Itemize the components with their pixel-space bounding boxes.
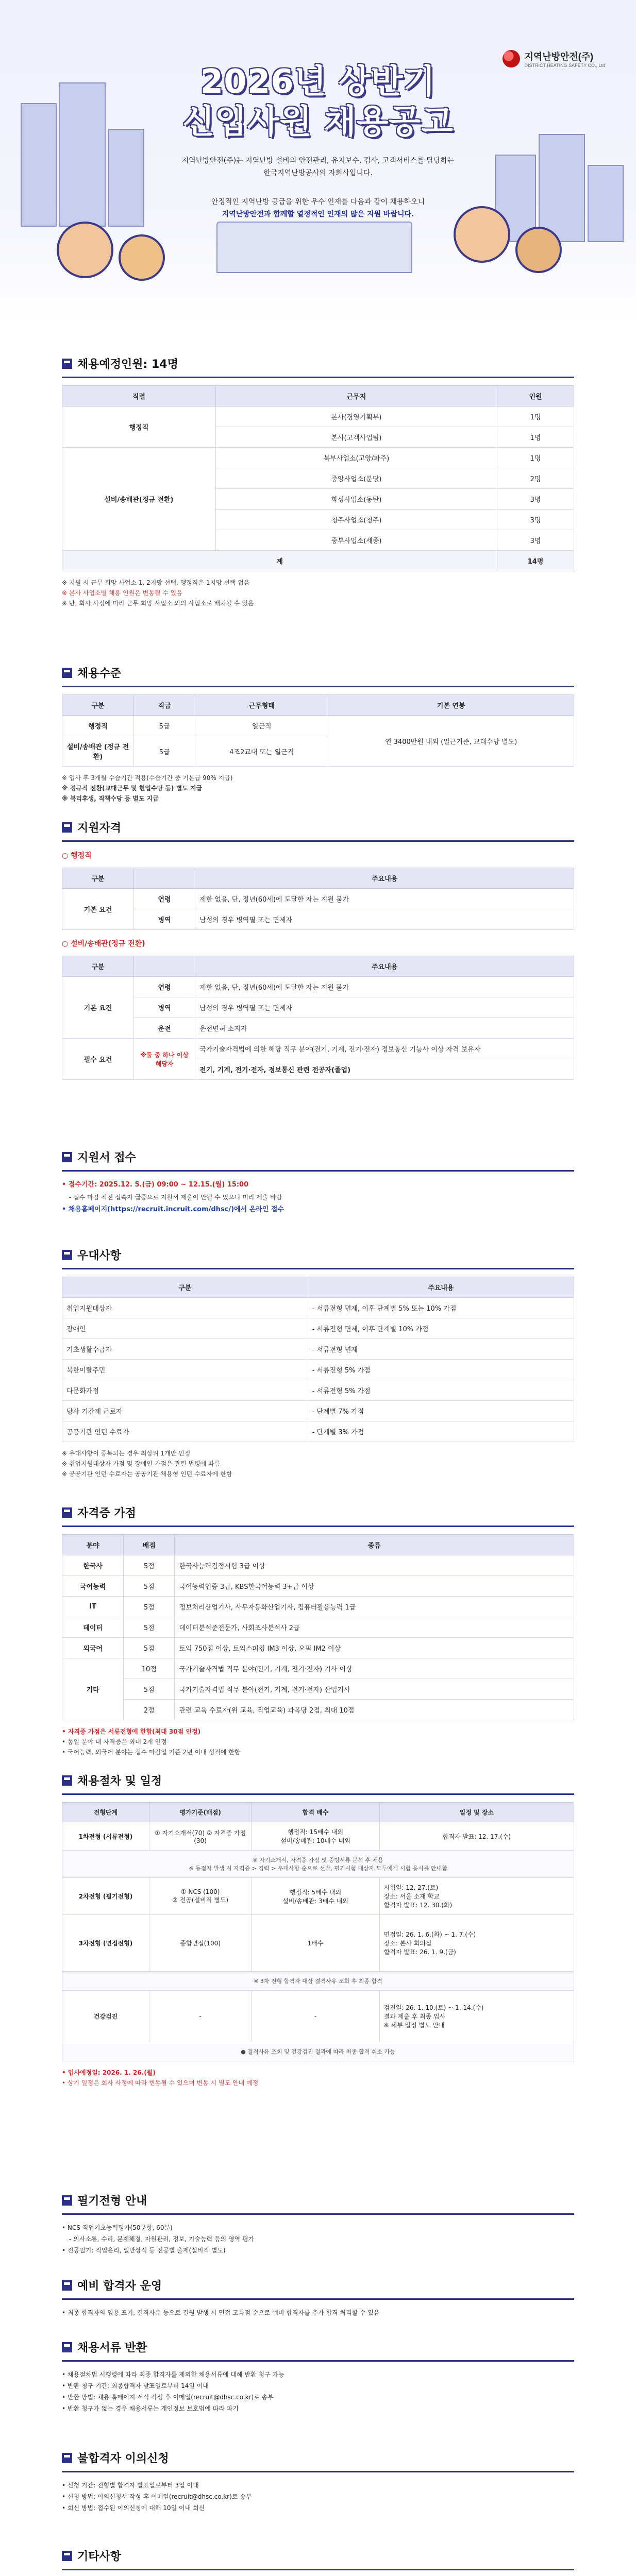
cell: 취업지원대상자 (62, 1298, 308, 1318)
cell: 1차전형 (서류전형) (62, 1822, 149, 1851)
list-item: - 의사소통, 수리, 문제해결, 자원관리, 정보, 기술능력 등의 영역 평가 (69, 2235, 255, 2243)
cell-place: 본사(경영기획부) (215, 406, 497, 427)
list-item: • 반환 방법: 채용 홈페이지 서식 작성 후 이메일(recruit@dhsc.co.kr)로 송부 (62, 2394, 274, 2401)
table-header: 분야 (62, 1535, 124, 1555)
cell: 설비/송배관 (정규 전환) (62, 736, 134, 767)
table-row (62, 1915, 574, 1972)
table-header: 구분 (62, 695, 134, 716)
table-row (62, 1421, 574, 1442)
building-illustration (539, 134, 585, 242)
section-title (62, 2450, 574, 2472)
cell-value: 국가기술자격법에 의한 해당 직무 분야(전기, 기계, 전기·전자) 정보통신 기능사 이상 자격 보유자 (195, 1039, 574, 1059)
level-notes (62, 773, 574, 804)
section-certificate (62, 1504, 574, 1757)
table-header: 평가기준(배점) (149, 1803, 252, 1822)
note: ※ 동점자 발생 시 자격증 > 경력 > 우대사항 순으로 선발, 필기시험 대상자 모두에게 시험 응시를 안내함 (189, 1865, 447, 1872)
cell-value: 남성의 경우 병역필 또는 면제자 (195, 997, 574, 1018)
table-header: 직렬 (62, 386, 216, 406)
section-bullet-icon (62, 1775, 72, 1786)
cell: 건강검진 (62, 1991, 149, 2042)
cell-place: 청주사업소(청주) (215, 510, 497, 530)
person-illustration (515, 227, 562, 273)
section-title (62, 1247, 574, 1269)
cell: 합격자 발표: 12. 17.(수) (379, 1822, 574, 1851)
cell-total-label: 계 (62, 551, 497, 571)
preference-notes (62, 1448, 574, 1479)
cell: IT (62, 1597, 124, 1617)
table-header: 인원 (497, 386, 574, 406)
list-item: • 최종 합격자의 임용 포기, 결격사유 등으로 결원 발생 시 면접 고득점 순으로 예비 합격자를 추가 합격 처리할 수 있음 (62, 2309, 380, 2316)
cell: 행정직: 5배수 내외 설비/송배관: 3배수 내외 (252, 1878, 379, 1915)
note: ※ 취업지원대상자 가점 및 장애인 가점은 관련 법령에 따름 (62, 1460, 221, 1467)
cell-group: 기본 요건 (62, 889, 134, 930)
hero-title (0, 62, 636, 142)
cell-count: 1명 (497, 406, 574, 427)
application-link[interactable]: • 채용홈페이지(https://recruit.incruit.com/dhsc/)에서 온라인 접수 (62, 1206, 284, 1213)
note: ※ 정규직 전환(교대근무 및 현업수당 등) 별도 지급 (62, 785, 203, 792)
written-test-info (62, 2222, 574, 2256)
cell: 다문화가정 (62, 1380, 308, 1401)
table-total-row (62, 551, 574, 571)
cell-key: 병역 (134, 997, 195, 1018)
section-bullet-icon (62, 2280, 72, 2291)
table-note-row (62, 1851, 574, 1878)
table-header: 구분 (62, 868, 134, 889)
table-header: 근무지 (215, 386, 497, 406)
section-title-text: 채용수준 (77, 667, 122, 680)
table-row (62, 1597, 574, 1617)
note: ※ 복리후생, 직책수당 등 별도 지급 (62, 795, 159, 802)
table-row (62, 1339, 574, 1360)
cell: 5급 (134, 736, 195, 767)
qualification-table-admin (62, 868, 574, 930)
table-row (62, 1039, 574, 1059)
note: ※ 입사 후 3개월 수습기간 적용(수습기간 중 기본급 90% 지급) (62, 774, 233, 782)
cell: 행정직 (62, 716, 134, 736)
section-title-text: 우대사항 (77, 1249, 122, 1262)
section-title (62, 2277, 574, 2300)
note: ※ 지원 시 근무 희망 사업소 1, 2지망 선택, 행정직은 1지망 선택 없음 (62, 579, 250, 586)
section-title-text: 자격증 가점 (77, 1507, 136, 1520)
cell-place: 중앙사업소(분당) (215, 468, 497, 489)
cell: 국가기술자격법 직무 분야(전기, 기계, 전기·전자) 산업기사 (175, 1679, 574, 1700)
cell: ① 자기소개서(70) ② 자격증 가점(30) (149, 1822, 252, 1851)
table-row (62, 1555, 574, 1576)
cell: 2점 (124, 1700, 175, 1720)
list-item: • 신청 방법: 이의신청서 작성 후 이메일(recruit@dhsc.co.kr)로 송부 (62, 2493, 252, 2500)
table-header: 전형단계 (62, 1803, 149, 1822)
hero-title-line2: 신입사원 채용공고 (182, 103, 454, 141)
section-reserve (62, 2277, 574, 2318)
cell-key: 연령 (134, 889, 195, 909)
cell: 시험일: 12. 27.(토) 장소: 서울 소재 학교 합격자 발표: 12. 30.(화) (379, 1878, 574, 1915)
subhead-admin: ○ 행정직 (62, 852, 92, 860)
table-row (62, 1679, 574, 1700)
cell-count: 2명 (497, 468, 574, 489)
table-header: 근무형태 (195, 695, 328, 716)
logo-name-en: DISTRICT HEATING SAFETY CO., Ltd (524, 63, 605, 68)
cell: 토익 750점 이상, 토익스피킹 IM3 이상, 오픽 IM2 이상 (175, 1638, 574, 1658)
cell: - 서류전형 면제, 이후 단계별 10% 가점 (308, 1318, 574, 1339)
cell: 국어능력인증 3급, KBS한국어능력 3+급 이상 (175, 1576, 574, 1597)
process-table (62, 1802, 574, 2061)
list-item: • 반환 청구가 없는 경우 채용서류는 개인정보 보호법에 따라 파기 (62, 2405, 239, 2412)
reserve-info (62, 2307, 574, 2318)
cell: 관련 교육 수료자(위 교육, 직업교육) 과목당 2점, 최대 10점 (175, 1700, 574, 1720)
note: ※ 우대사항이 중복되는 경우 최상위 1개만 인정 (62, 1450, 191, 1457)
table-row (62, 977, 574, 997)
cell-note: ● 결격사유 조회 및 건강검진 결과에 따라 최종 합격 취소 가능 (62, 2042, 574, 2061)
section-title-text: 지원자격 (77, 822, 122, 835)
cell-value: 운전면허 소지자 (195, 1018, 574, 1039)
table-row (62, 1878, 574, 1915)
cell-count: 1명 (497, 427, 574, 448)
section-written-test (62, 2192, 574, 2256)
cell-place: 북부사업소(고양/파주) (215, 448, 497, 468)
section-application (62, 1149, 574, 1216)
section-title-text: 필기전형 안내 (77, 2195, 147, 2208)
cell: 3차전형 (면접전형) (62, 1915, 149, 1972)
note: ※ 공공기관 인턴 수료자는 공공기관 채용형 인턴 수료자에 한함 (62, 1470, 232, 1478)
section-bullet-icon (62, 2551, 72, 2561)
table-row (62, 1638, 574, 1658)
table-header: 주요내용 (195, 956, 574, 977)
table-row (62, 1298, 574, 1318)
logo-name-ko: 지역난방안전(주) (524, 52, 594, 62)
cell: 기타 (62, 1658, 124, 1720)
section-title (62, 2192, 574, 2215)
section-misc (62, 2548, 574, 2576)
section-bullet-icon (62, 1507, 72, 1518)
cell: 데이터 (62, 1617, 124, 1638)
cell: 한국사능력검정시험 3급 이상 (175, 1555, 574, 1576)
cell-place: 화성사업소(동탄) (215, 489, 497, 510)
cell-mid: ※둘 중 하나 이상 해당자 (134, 1039, 195, 1080)
cell: 5점 (124, 1679, 175, 1700)
table-row (62, 1576, 574, 1597)
cell: 5급 (134, 716, 195, 736)
table-row (62, 406, 574, 427)
cell-note (62, 1851, 574, 1878)
section-title-text: 불합격자 이의신청 (77, 2452, 169, 2465)
section-bullet-icon (62, 822, 72, 833)
section-title-text: 예비 합격자 운영 (77, 2280, 162, 2293)
list-item: • 반환 청구 기간: 최종합격자 발표일로부터 14일 이내 (62, 2382, 209, 2389)
cell: - 서류전형 5% 가점 (308, 1380, 574, 1401)
objection-info (62, 2480, 574, 2514)
table-header: 주요내용 (308, 1277, 574, 1298)
cell: 10점 (124, 1658, 175, 1679)
table-row (62, 1401, 574, 1421)
section-bullet-icon (62, 359, 72, 369)
table-row (62, 909, 574, 930)
cell-place: 중부사업소(세종) (215, 530, 497, 551)
cell: 북한이탈주민 (62, 1360, 308, 1380)
table-header (134, 956, 195, 977)
application-info (62, 1179, 574, 1216)
intro-line: 지역난방안전(주)는 지역난방 설비의 안전관리, 유지보수, 검사, 고객서비스를 담당하는 (181, 157, 455, 165)
cell: 5점 (124, 1597, 175, 1617)
note: • 상기 일정은 회사 사정에 따라 변동될 수 있으며 변동 시 별도 안내 예정 (62, 2079, 259, 2087)
table-header: 직급 (134, 695, 195, 716)
cell: - 단계별 3% 가점 (308, 1421, 574, 1442)
section-bullet-icon (62, 2453, 72, 2463)
hero-fade (0, 283, 636, 340)
cell: 국어능력 (62, 1576, 124, 1597)
cell-count: 3명 (497, 530, 574, 551)
section-bullet-icon (62, 668, 72, 678)
section-level (62, 665, 574, 804)
list-item: • 회신 방법: 접수된 이의신청에 대해 10일 이내 회신 (62, 2504, 205, 2512)
cell-count: 1명 (497, 448, 574, 468)
table-row (62, 889, 574, 909)
table-note-row (62, 2042, 574, 2061)
cell: 2차전형 (필기전형) (62, 1878, 149, 1915)
cell: 일근직 (195, 716, 328, 736)
table-row (62, 716, 574, 736)
table-note-row (62, 1972, 574, 1991)
cell-salary: 연 3400만원 내외 (일근기준, 교대수당 별도) (328, 716, 574, 767)
cell: 5점 (124, 1617, 175, 1638)
cell: 4조2교대 또는 일근직 (195, 736, 328, 767)
table-row (62, 1360, 574, 1380)
section-title-text: 채용서류 반환 (77, 2342, 147, 2354)
section-title (62, 1772, 574, 1795)
table-header: 구분 (62, 956, 134, 977)
cell: 국가기술자격법 직무 분야(전기, 기계, 전기·전자) 기사 이상 (175, 1658, 574, 1679)
table-row (62, 997, 574, 1018)
intro-line: 한국지역난방공사의 자회사입니다. (263, 169, 373, 177)
cell-place: 본사(고객사업팀) (215, 427, 497, 448)
cell: 정보처리산업기사, 사무자동화산업기사, 컴퓨터활용능력 1급 (175, 1597, 574, 1617)
table-header: 종류 (175, 1535, 574, 1555)
cell-value: 남성의 경우 병역필 또는 면제자 (195, 909, 574, 930)
cell: 5점 (124, 1576, 175, 1597)
cell: 당사 기간제 근로자 (62, 1401, 308, 1421)
certificate-notes (62, 1726, 574, 1757)
cell: - 서류전형 면제 (308, 1339, 574, 1360)
preference-table (62, 1277, 574, 1442)
section-title (62, 819, 574, 842)
cell: 외국어 (62, 1638, 124, 1658)
subhead-facility: ○ 설비/송배관(정규 전환) (62, 940, 145, 948)
cell: 한국사 (62, 1555, 124, 1576)
hero-title-line1: 2026년 상반기 (200, 63, 436, 101)
section-title (62, 1149, 574, 1172)
section-title (62, 2339, 574, 2362)
list-item: • NCS 직업기초능력평가(50문항, 60분) (62, 2224, 173, 2231)
section-process (62, 1772, 574, 2088)
application-warning: - 접수 마감 직전 접속자 급증으로 지원서 제출이 안될 수 있으니 미리 제출 바람 (69, 1194, 282, 1201)
note: ※ 자기소개서, 자격증 가점 및 증빙서류 분석 후 채용 (253, 1857, 383, 1863)
hero-intro (0, 155, 636, 179)
section-bullet-icon (62, 2342, 72, 2352)
section-document-return (62, 2339, 574, 2414)
cell-group: 필수 요건 (62, 1039, 134, 1080)
table-row (62, 1700, 574, 1720)
section-preference (62, 1247, 574, 1479)
cell-count: 3명 (497, 489, 574, 510)
cell-value: 제한 없음, 단, 정년(60세)에 도달한 자는 지원 불가 (195, 889, 574, 909)
note: • 동일 분야 내 자격증은 최대 2개 인정 (62, 1738, 167, 1745)
section-title (62, 1504, 574, 1527)
note: • 국어능력, 외국어 분야는 접수 마감일 기준 2년 이내 성적에 한함 (62, 1749, 241, 1756)
cell: 1배수 (252, 1915, 379, 1972)
section-qualification (62, 819, 574, 1080)
section-bullet-icon (62, 2195, 72, 2206)
table-row (62, 1658, 574, 1679)
person-illustration (119, 234, 165, 281)
cell-key: 운전 (134, 1018, 195, 1039)
cell: - 서류전형 면제, 이후 단계별 5% 또는 10% 가점 (308, 1298, 574, 1318)
note: • 자격증 가점은 서류전형에 한함(최대 30점 인정) (62, 1728, 201, 1735)
headcount-notes (62, 578, 574, 608)
hero-intro-2 (0, 196, 636, 221)
list-item: • 채용절차법 시행령에 따라 최종 합격자를 제외한 채용서류에 대해 반환 청구 가능 (62, 2371, 284, 2378)
cell: 5점 (124, 1638, 175, 1658)
cell: 데이터분석준전문가, 사회조사분석사 2급 (175, 1617, 574, 1638)
note: ※ 본사 사업소별 채용 인원은 변동될 수 있음 (62, 589, 182, 597)
hero-banner (0, 0, 636, 340)
cell: 검진일: 26. 1. 10.(토) ~ 1. 14.(수) 결과 제출 후 최종 입사 ※ 세부 일정 별도 안내 (379, 1991, 574, 2042)
cell-group: 기본 요건 (62, 977, 134, 1039)
document-return-info (62, 2369, 574, 2414)
cell: - 서류전형 5% 가점 (308, 1360, 574, 1380)
cell-note: ※ 3차 전형 합격자 대상 결격사유 조회 후 최종 합격 (62, 1972, 574, 1991)
list-item: • 신청 기간: 전형별 합격자 발표일로부터 3일 이내 (62, 2482, 199, 2489)
factory-illustration (216, 222, 412, 273)
section-title-text: 채용예정인원: 14명 (77, 358, 178, 371)
cell: 5점 (124, 1555, 175, 1576)
section-title (62, 355, 574, 378)
cell-group: 설비/송배관(정규 전환) (62, 448, 216, 551)
table-row (62, 1380, 574, 1401)
cell-value: 전기, 기계, 전기·전자, 정보통신 관련 전공자(졸업) (195, 1059, 574, 1080)
list-item: • 전공필기: 직업윤리, 일반상식 등 전공별 출제(설비직 별도) (62, 2247, 226, 2254)
table-row (62, 448, 574, 468)
section-bullet-icon (62, 1152, 72, 1162)
section-title-text: 기타사항 (77, 2550, 122, 2563)
section-headcount (62, 355, 574, 608)
section-title (62, 665, 574, 687)
table-row (62, 1018, 574, 1039)
section-title (62, 2548, 574, 2570)
cell: ① NCS (100) ② 전공(설비직 별도) (149, 1878, 252, 1915)
cell-value: 제한 없음, 단, 정년(60세)에 도달한 자는 지원 불가 (195, 977, 574, 997)
cell: 기초생활수급자 (62, 1339, 308, 1360)
cell-key: 연령 (134, 977, 195, 997)
table-header (134, 868, 195, 889)
section-title-text: 채용절차 및 일정 (77, 1775, 162, 1788)
table-row (62, 1991, 574, 2042)
cell-key: 병역 (134, 909, 195, 930)
table-row (62, 1318, 574, 1339)
cell: 공공기관 인턴 수료자 (62, 1421, 308, 1442)
cell-count: 3명 (497, 510, 574, 530)
section-objection (62, 2450, 574, 2514)
cell: 행정직: 15배수 내외 설비/송배관: 10배수 내외 (252, 1822, 379, 1851)
note: • 입사예정일: 2026. 1. 26.(월) (62, 2069, 156, 2076)
section-bullet-icon (62, 1250, 72, 1260)
application-period: • 접수기간: 2025.12. 5.(금) 09:00 ~ 12.15.(월) 15:00 (62, 1181, 249, 1189)
person-illustration (57, 222, 113, 278)
table-header: 배점 (124, 1535, 175, 1555)
table-header: 주요내용 (195, 868, 574, 889)
table-header: 기본 연봉 (328, 695, 574, 716)
intro-line: 안정적인 지역난방 공급을 위한 우수 인재를 다음과 같이 채용하오니 (211, 198, 425, 206)
cell: 장애인 (62, 1318, 308, 1339)
cell: 면접일: 26. 1. 6.(화) ~ 1. 7.(수) 장소: 본사 회의실 합격자 발표: 26. 1. 9.(금) (379, 1915, 574, 1972)
table-header: 합격 배수 (252, 1803, 379, 1822)
section-title-text: 지원서 접수 (77, 1151, 136, 1164)
level-table (62, 694, 574, 767)
certificate-table (62, 1534, 574, 1720)
cell: - (149, 1991, 252, 2042)
table-header: 구분 (62, 1277, 308, 1298)
cell: 종합면접(100) (149, 1915, 252, 1972)
headcount-table (62, 385, 574, 571)
table-row (62, 1822, 574, 1851)
table-header: 일정 및 장소 (379, 1803, 574, 1822)
intro-line: 지역난방안전과 함께할 열정적인 인재의 많은 지원 바랍니다. (222, 210, 414, 218)
table-row (62, 1617, 574, 1638)
cell-group: 행정직 (62, 406, 216, 448)
process-notes (62, 2067, 574, 2088)
qualification-table-facility (62, 956, 574, 1080)
cell: - (252, 1991, 379, 2042)
note: ※ 단, 회사 사정에 따라 근무 희망 사업소 외의 사업소로 배치될 수 있음 (62, 600, 254, 607)
cell-total-value: 14명 (497, 551, 574, 571)
cell: - 단계별 7% 가점 (308, 1401, 574, 1421)
